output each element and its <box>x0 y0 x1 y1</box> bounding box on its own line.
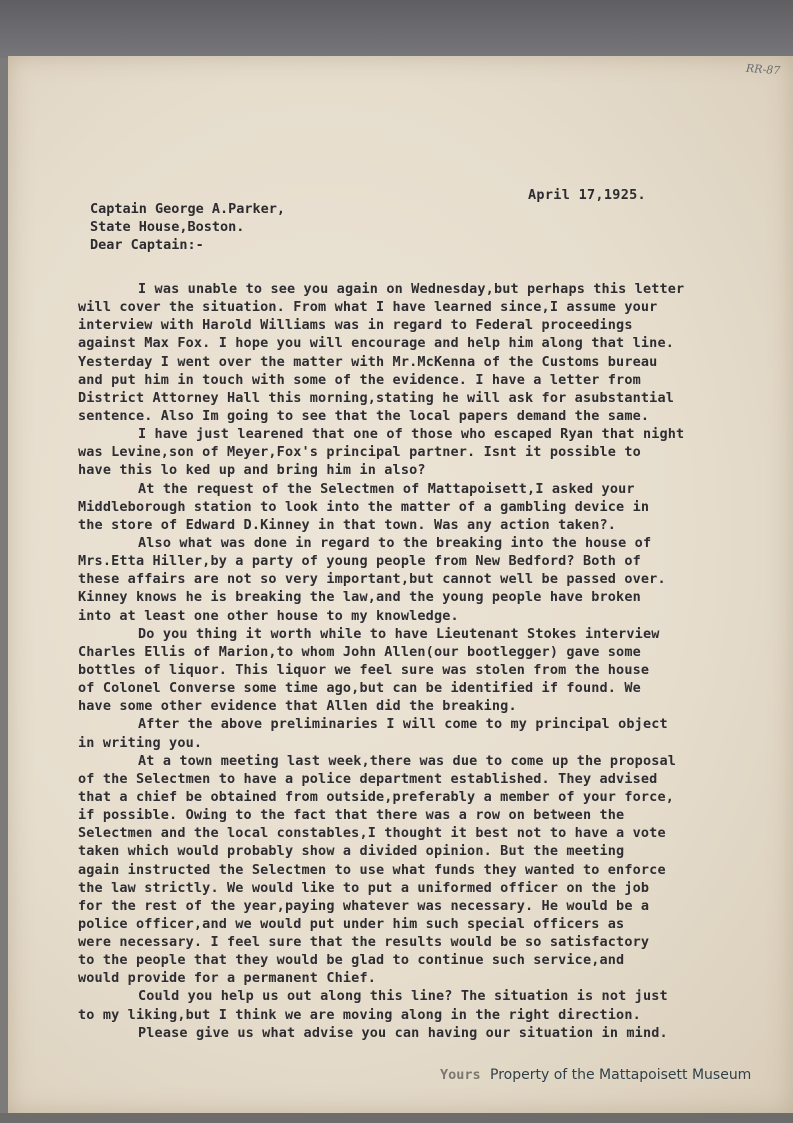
body-line: again instructed the Selectmen to use what funds they wanted to enforce <box>78 861 666 878</box>
body-line: to my liking,but I think we are moving along in the right direction. <box>78 1006 641 1023</box>
body-line: Do you thing it worth while to have Lieutenant Stokes interview <box>138 625 660 642</box>
recipient-name: Captain George A.Parker, <box>90 201 286 217</box>
closing-word: Yours <box>440 1067 481 1083</box>
body-line: I have just learened that one of those who escaped Ryan that night <box>138 426 685 443</box>
body-line: have this lo ked up and bring him in also? <box>78 462 426 479</box>
archive-reference-mark: RR-87 <box>745 61 781 78</box>
body-line: Also what was done in regard to the breaking into the house of <box>138 534 652 551</box>
body-line: Please give us what advise you can having our situation in mind. <box>138 1024 668 1041</box>
body-line: Yesterday I went over the matter with Mr.McKenna of the Customs bureau <box>78 353 658 370</box>
letter-page <box>8 56 793 1114</box>
letter-body <box>78 280 790 1042</box>
body-line: the store of Edward D.Kinney in that town. Was any action taken?. <box>78 516 617 533</box>
scanner-background-bottom <box>0 1113 793 1123</box>
body-line: to the people that they would be glad to continue such service,and <box>78 952 625 969</box>
scanner-background-top <box>0 0 793 58</box>
museum-watermark: Property of the Mattapoisett Museum <box>490 1067 752 1083</box>
body-line: that a chief be obtained from outside,preferably a member of your force, <box>78 788 674 805</box>
body-line: I was unable to see you again on Wednesday,but perhaps this letter <box>138 281 685 297</box>
body-line: Kinney knows he is breaking the law,and the young people have broken <box>78 589 641 606</box>
body-line: these affairs are not so very important,but cannot well be passed over. <box>78 571 666 588</box>
body-line: interview with Harold Williams was in regard to Federal proceedings <box>78 317 633 334</box>
body-line: will cover the situation. From what I have learned since,I assume your <box>78 299 658 316</box>
body-line: were necessary. I feel sure that the results would be so satisfactory <box>78 934 650 951</box>
letter-date: April 17,1925. <box>528 187 646 203</box>
body-line: of the Selectmen to have a police department established. They advised <box>78 770 658 787</box>
body-line: have some other evidence that Allen did the breaking. <box>78 698 517 715</box>
body-line: against Max Fox. I hope you will encourage and help him along that line. <box>78 335 674 352</box>
salutation: Dear Captain:- <box>90 237 204 253</box>
body-line: sentence. Also Im going to see that the local papers demand the same. <box>78 407 650 424</box>
body-line: if possible. Owing to the fact that there was a row on between the <box>78 807 625 824</box>
body-line: into at least one other house to my knowledge. <box>78 607 459 624</box>
body-line: for the rest of the year,paying whatever was necessary. He would be a <box>78 897 650 914</box>
body-line: At the request of the Selectmen of Mattapoisett,I asked your <box>138 480 635 497</box>
body-line: After the above preliminaries I will come to my principal object <box>138 716 668 733</box>
body-line: Charles Ellis of Marion,to whom John Allen(our bootlegger) gave some <box>78 643 641 660</box>
body-line: police officer,and we would put under him such special officers as <box>78 915 625 932</box>
body-line: in writing you. <box>78 734 203 751</box>
recipient-address: State House,Boston. <box>90 219 245 235</box>
body-line: Middleborough station to look into the matter of a gambling device in <box>78 498 650 515</box>
body-line: was Levine,son of Meyer,Fox's principal partner. Isnt it possible to <box>78 444 641 461</box>
body-line: and put him in touch with some of the evidence. I have a letter from <box>78 371 641 388</box>
body-line: bottles of liquor. This liquor we feel sure was stolen from the house <box>78 661 650 678</box>
body-line: Selectmen and the local constables,I thought it best not to have a vote <box>78 825 666 842</box>
body-line: of Colonel Converse some time ago,but can be identified if found. We <box>78 680 641 697</box>
body-line: taken which would probably show a divided opinion. But the meeting <box>78 843 625 860</box>
body-line: the law strictly. We would like to put a uniformed officer on the job <box>78 879 650 896</box>
body-line: Could you help us out along this line? The situation is not just <box>138 988 668 1005</box>
body-line: District Attorney Hall this morning,stating he will ask for asubstantial <box>78 389 674 406</box>
body-line: would provide for a permanent Chief. <box>78 970 376 987</box>
body-line: Mrs.Etta Hiller,by a party of young people from New Bedford? Both of <box>78 553 641 570</box>
body-line: At a town meeting last week,there was due to come up the proposal <box>138 752 677 769</box>
